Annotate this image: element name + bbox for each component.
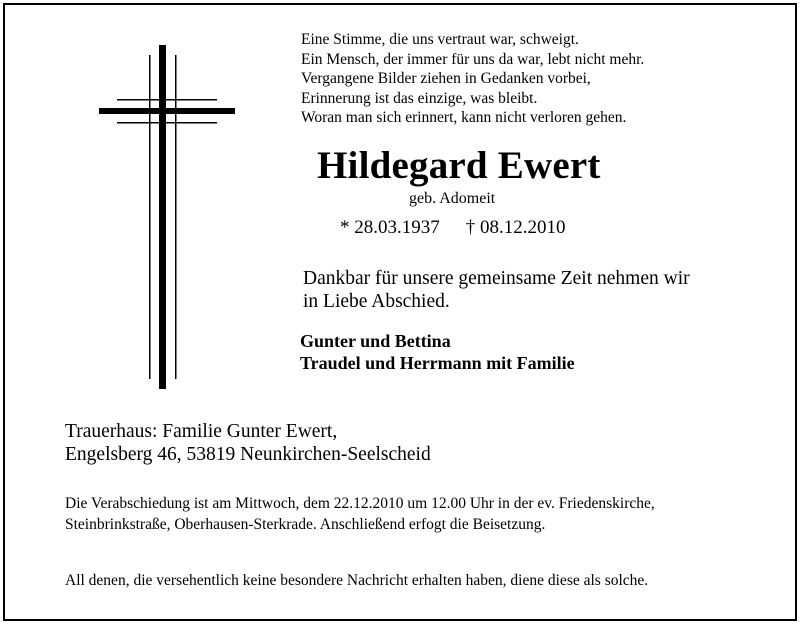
farewell-details <box>65 493 655 535</box>
thanks-text <box>303 268 690 313</box>
maiden-name: geb. Adomeit <box>409 190 496 207</box>
poem-line: Woran man sich erinnert, kann nicht verloren gehen. <box>301 109 627 127</box>
farewell-line: Die Verabschiedung ist am Mittwoch, dem 22.12.2010 um 12.00 Uhr in der ev. Friedenskirche, <box>65 495 655 512</box>
address-line: Trauerhaus: Familie Gunter Ewert, <box>65 421 338 442</box>
mourning-house-address <box>65 420 431 466</box>
birth-date: * 28.03.1937 <box>340 217 440 238</box>
poem-line: Eine Stimme, die uns vertraut war, schweigt. <box>301 31 579 48</box>
deceased-name: Hildegard Ewert <box>317 144 601 187</box>
thanks-line: in Liebe Abschied. <box>303 290 450 312</box>
poem-line: Erinnerung ist das einzige, was bleibt. <box>301 89 538 107</box>
cross-icon <box>99 45 235 389</box>
family-members <box>300 330 575 374</box>
poem-line: Vergangene Bilder ziehen in Gedanken vorbei, <box>301 70 591 88</box>
poem-line: Ein Mensch, der immer für uns da war, lebt nicht mehr. <box>301 50 645 68</box>
life-dates <box>340 217 566 239</box>
poem <box>301 30 644 128</box>
thanks-line: Dankbar für unsere gemeinsame Zeit nehmen wir <box>303 268 690 289</box>
farewell-line: Steinbrinkstraße, Oberhausen-Sterkrade. Anschließend erfogt die Beisetzung. <box>65 516 546 533</box>
closing-notice: All denen, die versehentlich keine besondere Nachricht erhalten haben, diene diese als solche. <box>65 572 649 589</box>
family-line: Traudel und Herrmann mit Familie <box>300 353 575 373</box>
obituary-notice <box>3 3 797 621</box>
family-line: Gunter und Bettina <box>300 331 451 351</box>
death-date: † 08.12.2010 <box>465 217 566 238</box>
address-line: Engelsberg 46, 53819 Neunkirchen-Seelscheid <box>65 444 431 465</box>
